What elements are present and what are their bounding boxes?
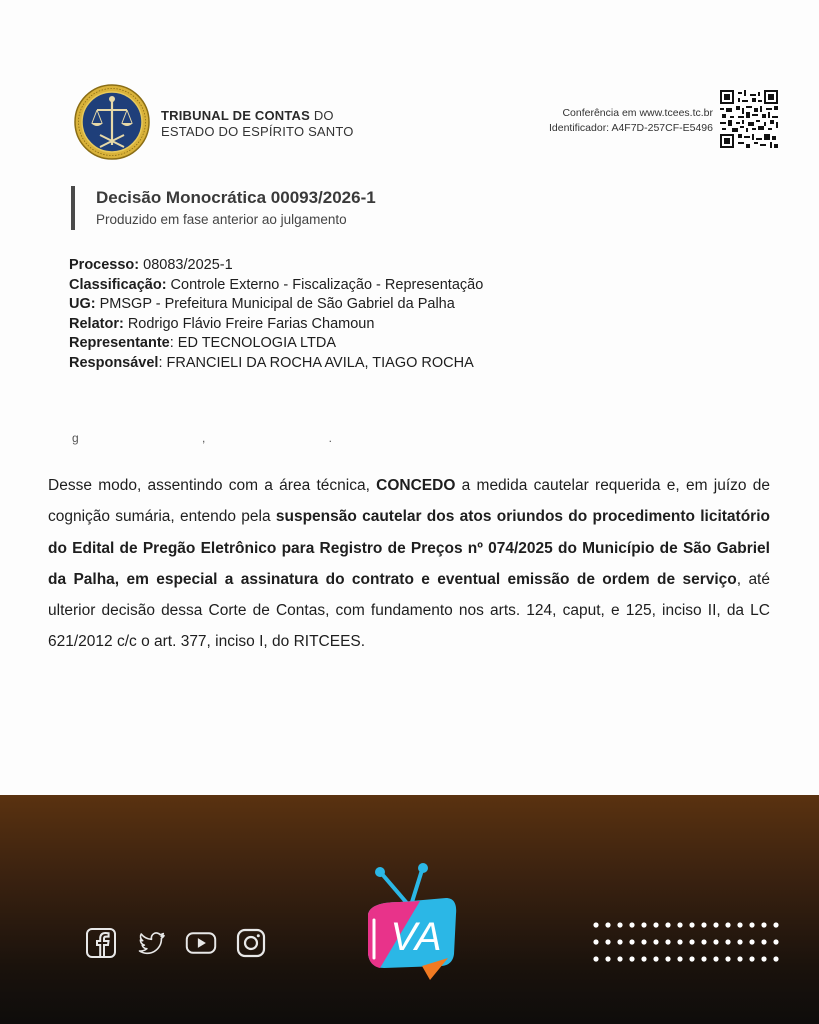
decorative-dot — [653, 939, 658, 944]
decorative-dot — [593, 956, 598, 961]
cropped-text-fragment: g , . — [72, 431, 393, 445]
meta-representante-value: : ED TECNOLOGIA LTDA — [169, 335, 336, 351]
decorative-dot — [701, 922, 706, 927]
decorative-dots — [590, 918, 784, 966]
decorative-dot — [737, 956, 742, 961]
meta-relator-value: Rodrigo Flávio Freire Farias Chamoun — [123, 315, 375, 332]
meta-responsavel — [69, 354, 483, 374]
decorative-dot — [593, 939, 598, 944]
meta-ug-label: UG: — [69, 296, 96, 312]
org-state: ESTADO DO ESPÍRITO SANTO — [161, 124, 354, 139]
meta-classificacao — [69, 276, 483, 296]
decorative-dot — [629, 956, 634, 961]
org-name-suffix: DO — [310, 108, 334, 123]
meta-representante — [69, 334, 483, 354]
meta-classificacao-value: Controle Externo - Fiscalização - Representação — [166, 276, 484, 293]
decorative-dot — [629, 939, 634, 944]
decorative-dot — [641, 922, 646, 927]
organization-name — [161, 108, 354, 140]
decorative-dot — [737, 939, 742, 944]
para-bold-suspensao: suspensão cautelar dos atos oriundos do procedimento licitatório do Edital de Pregão Eletrônico para Registro de Preços nº 074/2025 do Município de São Gabriel da Palha, em especial a assinatura do contrato e eventual emissão de ordem de serviço — [48, 508, 770, 588]
decorative-dot — [689, 956, 694, 961]
decorative-dot — [737, 922, 742, 927]
decorative-dot — [749, 956, 754, 961]
verification-info — [549, 106, 713, 136]
para-text-1: Desse modo, assentindo com a área técnica, — [48, 477, 377, 494]
decorative-dot — [617, 922, 622, 927]
decorative-dot — [665, 939, 670, 944]
meta-ug — [69, 295, 483, 315]
meta-processo-value: 08083/2025-1 — [139, 257, 233, 273]
tribunal-seal-icon — [73, 83, 151, 161]
org-name-bold: TRIBUNAL DE CONTAS — [161, 108, 311, 123]
decorative-dot — [749, 939, 754, 944]
document-identifier: Identificador: A4F7D-257CF-E5496 — [548, 122, 713, 134]
meta-processo-label: Processo: — [69, 257, 140, 273]
decorative-dot — [653, 956, 658, 961]
verification-url: Conferência em www.tcees.tc.br — [562, 107, 713, 119]
decorative-dot — [665, 922, 670, 927]
title-accent-bar — [71, 186, 75, 230]
decorative-dot — [773, 956, 778, 961]
process-metadata — [69, 256, 483, 373]
decision-title: Decisão Monocrática 00093/2026-1 — [96, 188, 376, 207]
decorative-dot — [605, 939, 610, 944]
meta-relator-label: Relator: — [69, 315, 124, 332]
facebook-icon[interactable] — [85, 927, 117, 959]
para-bold-concedo: CONCEDO — [376, 477, 456, 494]
decorative-dot — [665, 956, 670, 961]
decorative-dot — [701, 956, 706, 961]
meta-responsavel-label: Responsável — [69, 354, 159, 371]
decorative-dot — [617, 939, 622, 944]
decorative-dot — [749, 922, 754, 927]
decorative-dot — [689, 922, 694, 927]
social-links — [85, 927, 267, 959]
decorative-dot — [617, 956, 622, 961]
youtube-icon[interactable] — [185, 927, 217, 959]
decorative-dot — [725, 956, 730, 961]
decorative-dot — [677, 956, 682, 961]
decorative-dot — [713, 956, 718, 961]
para-text-2: a medida cautelar requerida e, em juízo de cognição sumária, entendo pela — [48, 477, 770, 526]
decorative-dot — [641, 939, 646, 944]
meta-ug-value: PMSGP - Prefeitura Municipal de São Gabriel da Palha — [95, 296, 455, 312]
decision-paragraph — [48, 470, 770, 658]
meta-classificacao-label: Classificação: — [69, 276, 167, 293]
decorative-dot — [677, 922, 682, 927]
twitter-icon[interactable] — [135, 927, 167, 959]
meta-relator — [69, 315, 483, 335]
decorative-dot — [773, 939, 778, 944]
meta-responsavel-value: : FRANCIELI DA ROCHA AVILA, TIAGO ROCHA — [158, 354, 474, 371]
para-text-3: , até ulterior decisão dessa Corte de Contas, com fundamento nos arts. 124, caput, e 125, inciso II, da LC 621/2012 c/c o art. 377, inciso I, do RITCEES. — [48, 570, 770, 651]
decorative-dot — [641, 956, 646, 961]
decorative-dot — [761, 922, 766, 927]
decorative-dot — [701, 939, 706, 944]
decorative-dot — [593, 922, 598, 927]
decision-subtitle: Produzido em fase anterior ao julgamento — [96, 212, 347, 227]
decorative-dot — [713, 939, 718, 944]
decorative-dot — [713, 922, 718, 927]
instagram-icon[interactable] — [235, 927, 267, 959]
decorative-dot — [761, 956, 766, 961]
decorative-dot — [677, 939, 682, 944]
qr-code-icon — [720, 90, 778, 148]
meta-representante-label: Representante — [69, 335, 170, 351]
decorative-dot — [605, 922, 610, 927]
logo-text: VA — [390, 915, 442, 959]
decorative-dot — [689, 939, 694, 944]
decorative-dot — [761, 939, 766, 944]
decorative-dot — [725, 939, 730, 944]
decorative-dot — [629, 922, 634, 927]
decorative-dot — [653, 922, 658, 927]
decorative-dot — [605, 956, 610, 961]
decorative-dot — [773, 922, 778, 927]
decorative-dot — [725, 922, 730, 927]
meta-processo — [69, 256, 483, 276]
va-tv-logo-icon — [360, 862, 460, 980]
